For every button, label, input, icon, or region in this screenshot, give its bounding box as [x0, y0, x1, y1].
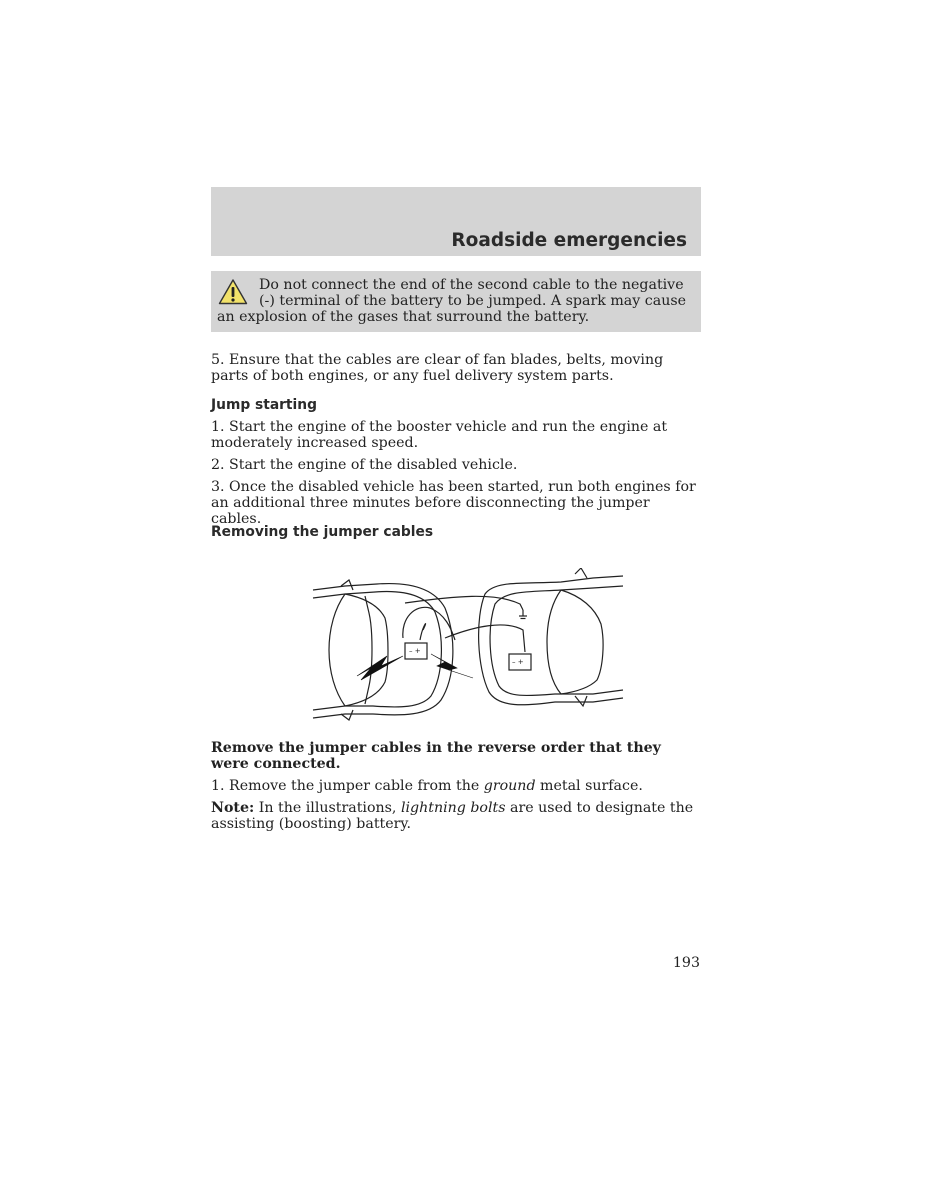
page-number: 193 [672, 955, 700, 971]
disabled-battery [509, 654, 531, 670]
note-suffix: are used to designate the assisting (boosting) battery. [211, 800, 694, 832]
remove-step-1 [211, 778, 701, 794]
remove-step-1-prefix: 1. Remove the jumper cable from the [211, 778, 484, 794]
lightning-bolt-icon [431, 654, 473, 678]
section-header-band [211, 187, 701, 256]
booster-battery [405, 643, 427, 659]
disabled-car-outline [479, 568, 623, 706]
booster-car-outline [313, 580, 453, 720]
note-prefix: In the illustrations, [254, 800, 401, 816]
jump-step-2: 2. Start the engine of the disabled vehicle. [211, 457, 518, 473]
remove-step-1-italic: ground [483, 778, 536, 794]
disabled-battery-terminals: – + [512, 658, 524, 666]
jump-step-1: 1. Start the engine of the booster vehicle and run the engine at moderately increased speed. [211, 419, 668, 451]
note-paragraph [211, 800, 701, 832]
note-italic: lightning bolts [400, 800, 506, 816]
reverse-order-instruction: Remove the jumper cables in the reverse order that they were connected. [211, 740, 661, 772]
note-label: Note: [211, 800, 255, 816]
warning-text-block [217, 277, 693, 325]
ground-symbol [519, 610, 527, 619]
jump-starting-heading: Jump starting [211, 397, 317, 413]
jumper-cables-illustration [305, 568, 630, 728]
section-title: Roadside emergencies [451, 230, 687, 251]
lightning-bolt-icon [357, 656, 403, 680]
removing-cables-heading: Removing the jumper cables [211, 524, 434, 540]
warning-box [211, 271, 701, 332]
jump-step-3: 3. Once the disabled vehicle has been started, run both engines for an additional three minutes before disconnecting the jumper cables. [211, 479, 696, 527]
remove-step-1-suffix: metal surface. [535, 778, 643, 794]
booster-battery-terminals: – + [409, 647, 421, 655]
warning-text: Do not connect the end of the second cable to the negative (-) terminal of the battery to be jumped. A spark may cause an explosion of the gases that surround the battery. [217, 277, 687, 325]
step-5-text: 5. Ensure that the cables are clear of fan blades, belts, moving parts of both engines, or any fuel delivery system parts. [211, 352, 664, 384]
